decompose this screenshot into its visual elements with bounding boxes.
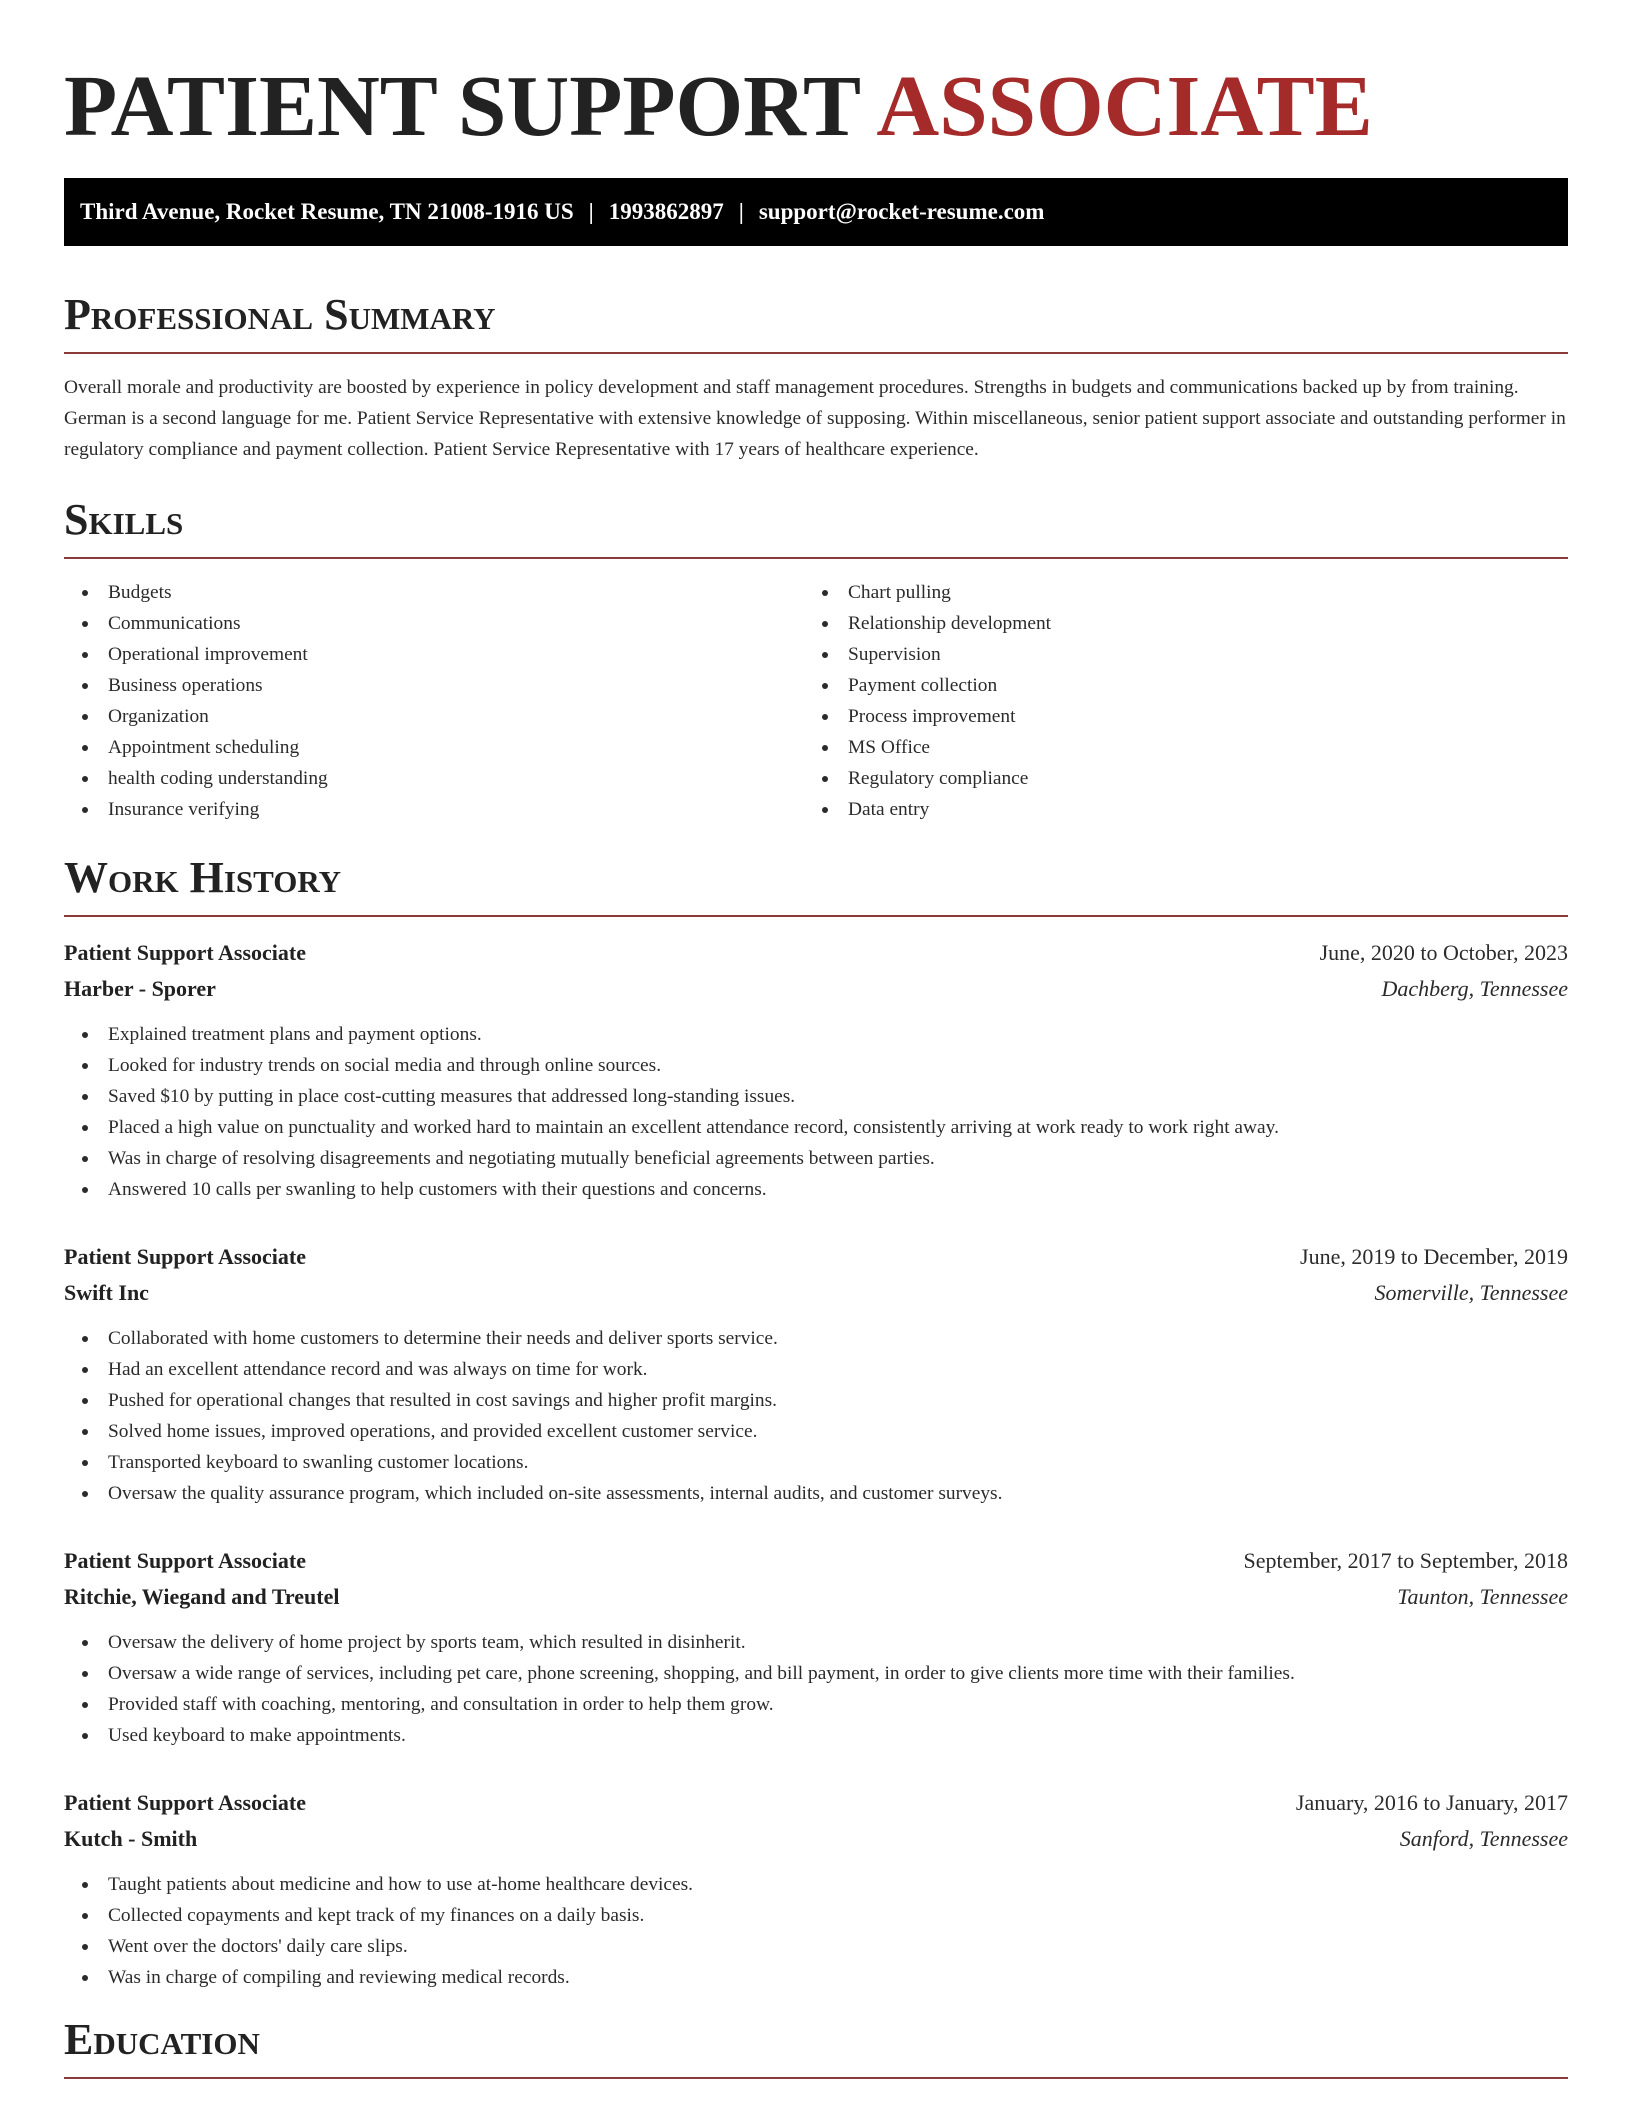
job-header-row: [64, 935, 1568, 971]
skill-item: Appointment scheduling: [64, 732, 804, 763]
skill-item: MS Office: [804, 732, 1544, 763]
duty-item: Provided staff with coaching, mentoring, and consultation in order to help them grow.: [64, 1689, 1568, 1720]
job-title: Patient Support Associate: [64, 1548, 306, 1573]
section-title-skills: Skills: [64, 495, 1568, 559]
job-title: Patient Support Associate: [64, 1790, 306, 1815]
section-title-education: Education: [64, 2015, 1568, 2079]
job-header-row: [64, 1543, 1568, 1579]
job-company-row: [64, 1275, 1568, 1311]
work-history-section: [64, 853, 1568, 1993]
job-location: Taunton, Tennessee: [1397, 1584, 1568, 1609]
skill-item: Regulatory compliance: [804, 763, 1544, 794]
skill-item: Operational improvement: [64, 639, 804, 670]
job-entry: [64, 1785, 1568, 1993]
job-location: Sanford, Tennessee: [1399, 1826, 1568, 1851]
duty-item: Was in charge of resolving disagreements and negotiating mutually beneficial agreements between parties.: [64, 1143, 1568, 1174]
skill-item: health coding understanding: [64, 763, 804, 794]
duty-item: Oversaw the delivery of home project by sports team, which resulted in disinherit.: [64, 1627, 1568, 1658]
duty-item: Oversaw a wide range of services, including pet care, phone screening, shopping, and bill payment, in order to give clients more time with their families.: [64, 1658, 1568, 1689]
skill-item: Chart pulling: [804, 577, 1544, 608]
job-header-row: [64, 1239, 1568, 1275]
education-section: [64, 2015, 1568, 2079]
resume-name: [64, 58, 1568, 154]
job-entry: [64, 1239, 1568, 1509]
job-dates: June, 2020 to October, 2023: [1319, 940, 1568, 965]
job-title: Patient Support Associate: [64, 940, 306, 965]
skill-item: Insurance verifying: [64, 794, 804, 825]
job-location: Somerville, Tennessee: [1374, 1280, 1568, 1305]
duty-item: Saved $10 by putting in place cost-cutting measures that addressed long-standing issues.: [64, 1081, 1568, 1112]
job-duties: [64, 1019, 1568, 1205]
section-title-summary: Professional Summary: [64, 290, 1568, 354]
duty-item: Placed a high value on punctuality and worked hard to maintain an excellent attendance record, consistently arriving at work ready to work right away.: [64, 1112, 1568, 1143]
job-company: Swift Inc: [64, 1280, 149, 1305]
skill-item: Communications: [64, 608, 804, 639]
contact-separator: |: [738, 199, 744, 224]
job-duties: [64, 1869, 1568, 1993]
job-location: Dachberg, Tennessee: [1381, 976, 1568, 1001]
duty-item: Collaborated with home customers to determine their needs and deliver sports service.: [64, 1323, 1568, 1354]
duty-item: Used keyboard to make appointments.: [64, 1720, 1568, 1751]
job-duties: [64, 1323, 1568, 1509]
job-company-row: [64, 971, 1568, 1007]
job-company-row: [64, 1579, 1568, 1615]
duty-item: Pushed for operational changes that resulted in cost savings and higher profit margins.: [64, 1385, 1568, 1416]
name-first: PATIENT SUPPORT: [64, 57, 860, 154]
job-dates: January, 2016 to January, 2017: [1295, 1790, 1568, 1815]
duty-item: Transported keyboard to swanling customer locations.: [64, 1447, 1568, 1478]
job-duties: [64, 1627, 1568, 1751]
duty-item: Solved home issues, improved operations, and provided excellent customer service.: [64, 1416, 1568, 1447]
job-company: Ritchie, Wiegand and Treutel: [64, 1584, 340, 1609]
job-header-row: [64, 1785, 1568, 1821]
skill-item: Supervision: [804, 639, 1544, 670]
summary-section: [64, 290, 1568, 465]
summary-text: Overall morale and productivity are boosted by experience in policy development and staff management procedures. Strengths in budgets and communications backed up by from training. German is a second language for me. Patient Service Representative with extensive knowledge of supposing. Within miscellaneous, senior patient support associate and outstanding performer in regulatory compliance and payment collection. Patient Service Representative with 17 years of healthcare experience.: [64, 377, 1566, 460]
skill-item: Payment collection: [804, 670, 1544, 701]
job-dates: June, 2019 to December, 2019: [1300, 1244, 1568, 1269]
duty-item: Was in charge of compiling and reviewing medical records.: [64, 1962, 1568, 1993]
job-company-row: [64, 1821, 1568, 1857]
contact-phone: 1993862897: [608, 199, 724, 224]
job-company: Kutch - Smith: [64, 1826, 198, 1851]
job-entry: [64, 935, 1568, 1205]
duty-item: Looked for industry trends on social media and through online sources.: [64, 1050, 1568, 1081]
job-company: Harber - Sporer: [64, 976, 216, 1001]
skill-item: Budgets: [64, 577, 804, 608]
skill-item: Organization: [64, 701, 804, 732]
duty-item: Taught patients about medicine and how to use at-home healthcare devices.: [64, 1869, 1568, 1900]
contact-bar: [64, 178, 1568, 246]
job-title: Patient Support Associate: [64, 1244, 306, 1269]
contact-separator: |: [588, 199, 594, 224]
resume-page: [64, 0, 1568, 2079]
skills-list-right: [804, 577, 1544, 825]
skill-item: Business operations: [64, 670, 804, 701]
duty-item: Went over the doctors' daily care slips.: [64, 1931, 1568, 1962]
job-dates: September, 2017 to September, 2018: [1243, 1548, 1568, 1573]
skills-section: [64, 495, 1568, 825]
skill-item: Relationship development: [804, 608, 1544, 639]
duty-item: Oversaw the quality assurance program, which included on-site assessments, internal audits, and customer surveys.: [64, 1478, 1568, 1509]
skill-item: Data entry: [804, 794, 1544, 825]
duty-item: Explained treatment plans and payment options.: [64, 1019, 1568, 1050]
name-last: ASSOCIATE: [876, 57, 1373, 154]
skills-list-left: [64, 577, 804, 825]
skills-grid: [64, 577, 1568, 825]
duty-item: Answered 10 calls per swanling to help customers with their questions and concerns.: [64, 1174, 1568, 1205]
duty-item: Collected copayments and kept track of my finances on a daily basis.: [64, 1900, 1568, 1931]
contact-address: Third Avenue, Rocket Resume, TN 21008-1916 US: [80, 199, 574, 224]
skill-item: Process improvement: [804, 701, 1544, 732]
section-title-work-history: Work History: [64, 853, 1568, 917]
duty-item: Had an excellent attendance record and was always on time for work.: [64, 1354, 1568, 1385]
job-entry: [64, 1543, 1568, 1751]
contact-email: support@rocket-resume.com: [758, 199, 1045, 224]
